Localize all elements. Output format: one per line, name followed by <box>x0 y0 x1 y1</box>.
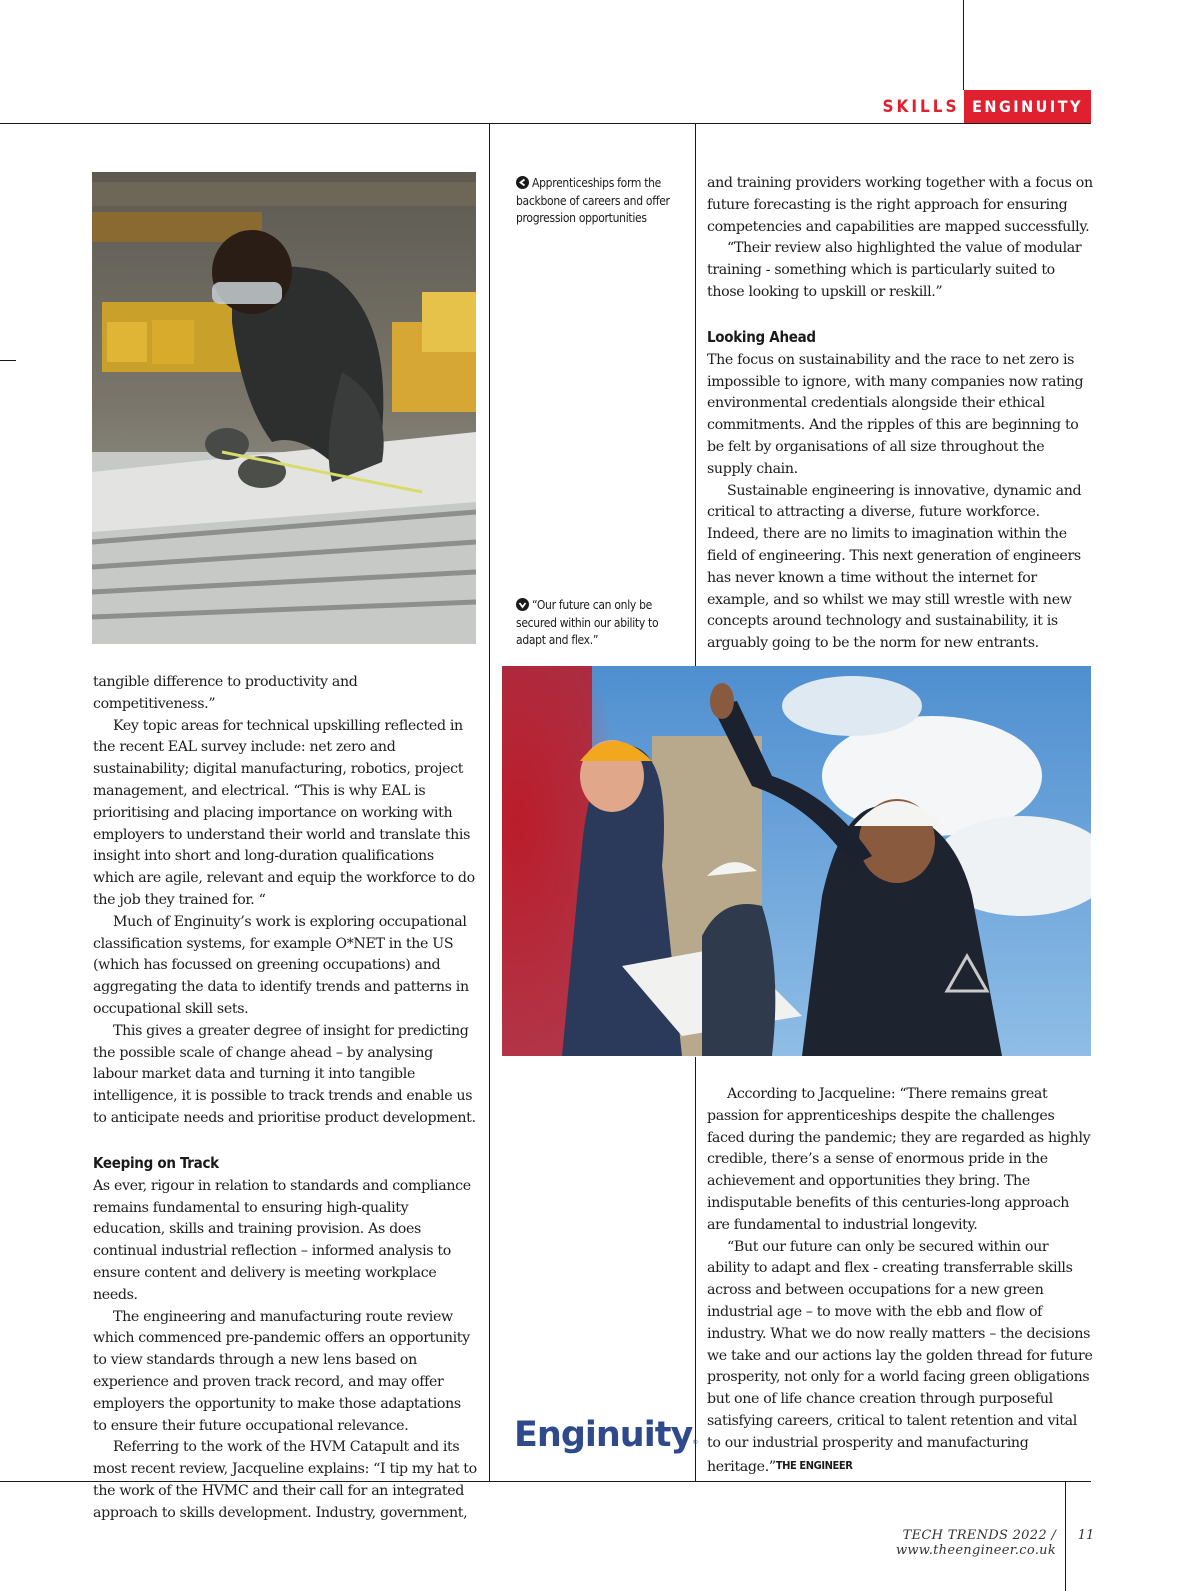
paragraph: According to Jacqueline: “There remains great passion for apprenticeships despite the challenges faced during the pandemic; they are regarded as highly credible, there’s a sense of enormous pride in the achievement and opportunities they bring. The indisputable benefits of this centuries-long approach are fundamental to industrial longevity. <box>707 1086 1091 1233</box>
the-engineer-end-mark: THE ENGINEER <box>775 1458 853 1472</box>
footer-rule <box>0 1481 1091 1482</box>
paragraph: Referring to the work of the HVM Catapult and its most recent review, Jacqueline explains: “I tip my hat to the work of the HVMC and their call for an integrated approach to skills development. Industry, government, <box>93 1439 477 1521</box>
enginuity-logo <box>514 1412 699 1458</box>
engineers-photo <box>502 666 1091 1056</box>
pull-quote-caption <box>516 597 676 650</box>
section-label: SKILLS <box>882 97 960 117</box>
registered-mark-icon: ® <box>692 1439 699 1446</box>
paragraph: and training providers working together with a focus on future forecasting is the right approach for ensuring competencies and capabilities are mapped successfully. <box>707 175 1093 235</box>
column-rule-left <box>489 123 490 1481</box>
paragraph: This gives a greater degree of insight for predicting the possible scale of change ahead – by analysing labour market data and turning it into tangible intelligence, it is possible to track trends and enable us to anticipate needs and prioritise product development. <box>93 1022 476 1126</box>
paragraph: Much of Enginuity’s work is exploring occupational classification systems, for example O*NET in the US (which has focussed on greening occupations) and aggregating the data to identify trends and patterns in occupational skill sets. <box>93 913 469 1017</box>
header-divider-vertical <box>963 0 964 90</box>
header-rule <box>0 123 1091 124</box>
paragraph: As ever, rigour in relation to standards and compliance remains fundamental to ensuring high-quality education, skills and training provision. As does continual industrial reflection – informed analysis to ensure content and delivery is meeting workplace needs. <box>93 1177 471 1303</box>
left-column <box>93 672 477 1524</box>
logo-text: Enginuity <box>514 1415 693 1455</box>
arrow-down-circle-icon <box>516 598 529 611</box>
paragraph: tangible difference to productivity and competitiveness.” <box>93 674 358 712</box>
brand-tab: ENGINUITY <box>964 90 1091 124</box>
right-column-bottom <box>707 1084 1093 1478</box>
worker-photo <box>92 172 476 644</box>
paragraph: The focus on sustainability and the race to net zero is impossible to ignore, with many companies now rating environmental credentials alongside their ethical commitments. And the ripples of this are beginning to be felt by organisations of all size throughout the supply chain. <box>707 351 1084 477</box>
caption-top-text: Apprenticeships form the backbone of careers and offer progression opportunities <box>516 176 670 225</box>
page-number: 11 <box>1077 1528 1095 1543</box>
margin-tick <box>0 360 16 361</box>
section-heading-keeping-on-track: Keeping on Track <box>93 1153 219 1172</box>
paragraph <box>707 1237 1093 1479</box>
arrow-left-circle-icon <box>516 176 529 189</box>
footer-divider-vertical <box>1065 1481 1066 1591</box>
column-rule-right-bottom <box>695 1057 696 1481</box>
paragraph: Key topic areas for technical upskilling reflected in the recent EAL survey include: net zero and sustainability; digital manufacturing, robotics, project management, and electrical. “This is why EAL is prioritising and placing importance on working with employers to understand their world and translate this insight into short and long-duration qualifications which are agile, relevant and equip the workforce to do the job they trained for. “ <box>93 717 475 908</box>
paragraph: Sustainable engineering is innovative, dynamic and critical to attracting a diverse, future workforce. Indeed, there are no limits to imagination within the field of engineering. This next generation of engineers has never known a time without the internet for example, and so whilst we may still wrestle with new concepts around technology and sustainability, it is arguably going to be the norm for new entrants. <box>707 482 1082 652</box>
footer-publication: TECH TRENDS 2022 / www.theengineer.co.uk <box>895 1528 1056 1558</box>
section-heading-looking-ahead: Looking Ahead <box>707 327 816 346</box>
photo-caption-top <box>516 175 681 228</box>
closing-paragraph-text: “But our future can only be secured within our ability to adapt and flex - creating transferrable skills across and between occupations for a new green industrial age – to move with the ebb and flow of industry. What we do now really matters – the decisions we take and our actions lay the golden thread for future prosperity, not only for a world facing green obligations but one of life chance creation through purposeful satisfying careers, critical to talent retention and vital to our industrial prosperity and manufacturing heritage.” <box>707 1238 1093 1475</box>
paragraph: The engineering and manufacturing route review which commenced pre-pandemic offers an opportunity to view standards through a new lens based on experience and proven track record, and may offer employers the opportunity to make those adaptations to ensure their future occupational relevance. <box>93 1308 470 1434</box>
right-column-top <box>707 173 1093 655</box>
paragraph: “Their review also highlighted the value of modular training - something which is particularly suited to those looking to upskill or reskill.” <box>707 240 1082 300</box>
pull-quote-text: “Our future can only be secured within our ability to adapt and flex.” <box>516 598 659 647</box>
column-rule-right-top <box>695 123 696 666</box>
